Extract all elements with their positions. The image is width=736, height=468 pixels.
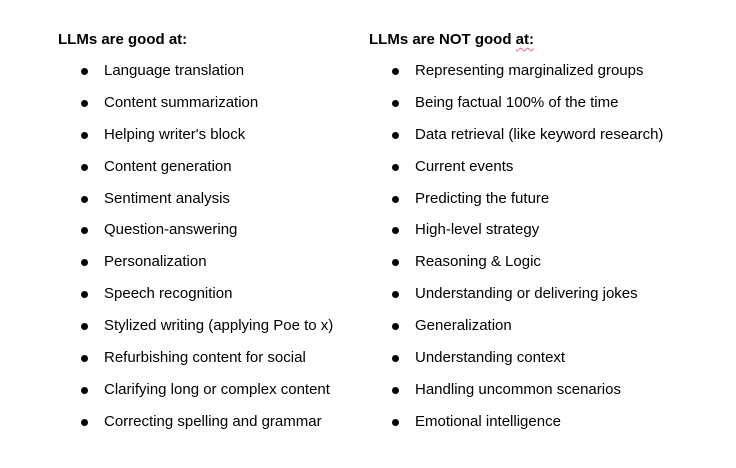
list-item-text: Emotional intelligence xyxy=(415,412,561,430)
list-item xyxy=(58,412,322,445)
list-item-text: Language translation xyxy=(104,62,245,79)
list-item xyxy=(369,125,664,158)
bullet-icon xyxy=(392,291,399,298)
bullet-icon xyxy=(392,100,399,107)
bullet-icon xyxy=(81,227,88,234)
list-item-text: Understanding or delivering jokes xyxy=(415,285,638,303)
list-item-text: High-level strategy xyxy=(415,221,540,239)
list-item xyxy=(369,221,540,253)
bullet-icon xyxy=(392,227,399,234)
list-item xyxy=(369,158,534,190)
bullet-icon xyxy=(392,68,399,75)
list-item xyxy=(369,93,619,126)
list-item xyxy=(58,380,330,413)
good-at-list xyxy=(58,62,334,445)
not-good-at-heading xyxy=(369,31,534,49)
good-at-heading: LLMs are good at: xyxy=(58,31,188,48)
list-item-text: Correcting spelling and grammar xyxy=(104,412,322,430)
list-item-text: Reasoning & Logic xyxy=(415,253,541,271)
bullet-icon xyxy=(81,164,88,171)
bullet-icon xyxy=(81,259,88,266)
list-item-text: Stylized writing (applying Poe to x) xyxy=(104,317,334,335)
list-item xyxy=(58,253,207,285)
list-item xyxy=(58,317,334,349)
list-item-text: Speech recognition xyxy=(104,285,233,303)
list-item xyxy=(369,253,541,285)
bullet-icon xyxy=(81,355,88,362)
list-item xyxy=(369,380,621,413)
bullet-icon xyxy=(81,100,88,107)
list-item-text: Representing marginalized groups xyxy=(415,62,644,79)
bullet-icon xyxy=(392,196,399,203)
list-item-text: Personalization xyxy=(104,253,207,271)
not-good-at-column xyxy=(369,31,664,445)
bullet-icon xyxy=(81,196,88,203)
bullet-icon xyxy=(392,132,399,139)
list-item xyxy=(58,189,230,222)
bullet-icon xyxy=(81,68,88,75)
bullet-icon xyxy=(392,164,399,171)
bullet-icon xyxy=(81,291,88,298)
list-item-text: Content summarization xyxy=(104,93,259,111)
list-item xyxy=(58,157,232,190)
list-item xyxy=(58,93,259,126)
list-item xyxy=(58,349,306,381)
list-item-text: Current events xyxy=(415,157,514,175)
bullet-icon xyxy=(81,132,88,139)
list-item xyxy=(58,62,245,94)
list-item-text: Question-answering xyxy=(104,221,238,239)
bullet-icon xyxy=(392,419,399,426)
bullet-icon xyxy=(81,323,88,330)
list-item xyxy=(369,285,638,317)
list-item-text: Sentiment analysis xyxy=(104,189,230,207)
good-at-column xyxy=(58,31,334,445)
list-item-text: Predicting the future xyxy=(415,189,550,207)
list-item xyxy=(58,285,233,317)
list-item xyxy=(58,125,246,158)
list-item-text: Understanding context xyxy=(415,349,566,367)
list-item xyxy=(369,62,644,94)
list-item-text: Clarifying long or complex content xyxy=(104,380,330,398)
not-good-at-list xyxy=(369,62,664,445)
bullet-icon xyxy=(81,419,88,426)
list-item-text: Being factual 100% of the time xyxy=(415,93,619,111)
list-item-text: Content generation xyxy=(104,157,232,175)
bullet-icon xyxy=(392,387,399,394)
list-item-text: Handling uncommon scenarios xyxy=(415,380,621,398)
list-item xyxy=(58,221,238,253)
list-item xyxy=(369,412,561,445)
list-item-text: Data retrieval (like keyword research) xyxy=(415,125,664,143)
list-item xyxy=(369,189,550,222)
list-item-text: Generalization xyxy=(415,317,512,335)
bullet-icon xyxy=(81,387,88,394)
bullet-icon xyxy=(392,259,399,266)
list-item-text: Helping writer's block xyxy=(104,125,246,143)
heading-spellcheck-word: at: xyxy=(515,31,535,48)
list-item xyxy=(369,349,566,381)
heading-prefix: LLMs are NOT good xyxy=(369,31,516,48)
bullet-icon xyxy=(392,323,399,330)
list-item-text: Refurbishing content for social xyxy=(104,349,306,367)
bullet-icon xyxy=(392,355,399,362)
list-item xyxy=(369,317,534,349)
